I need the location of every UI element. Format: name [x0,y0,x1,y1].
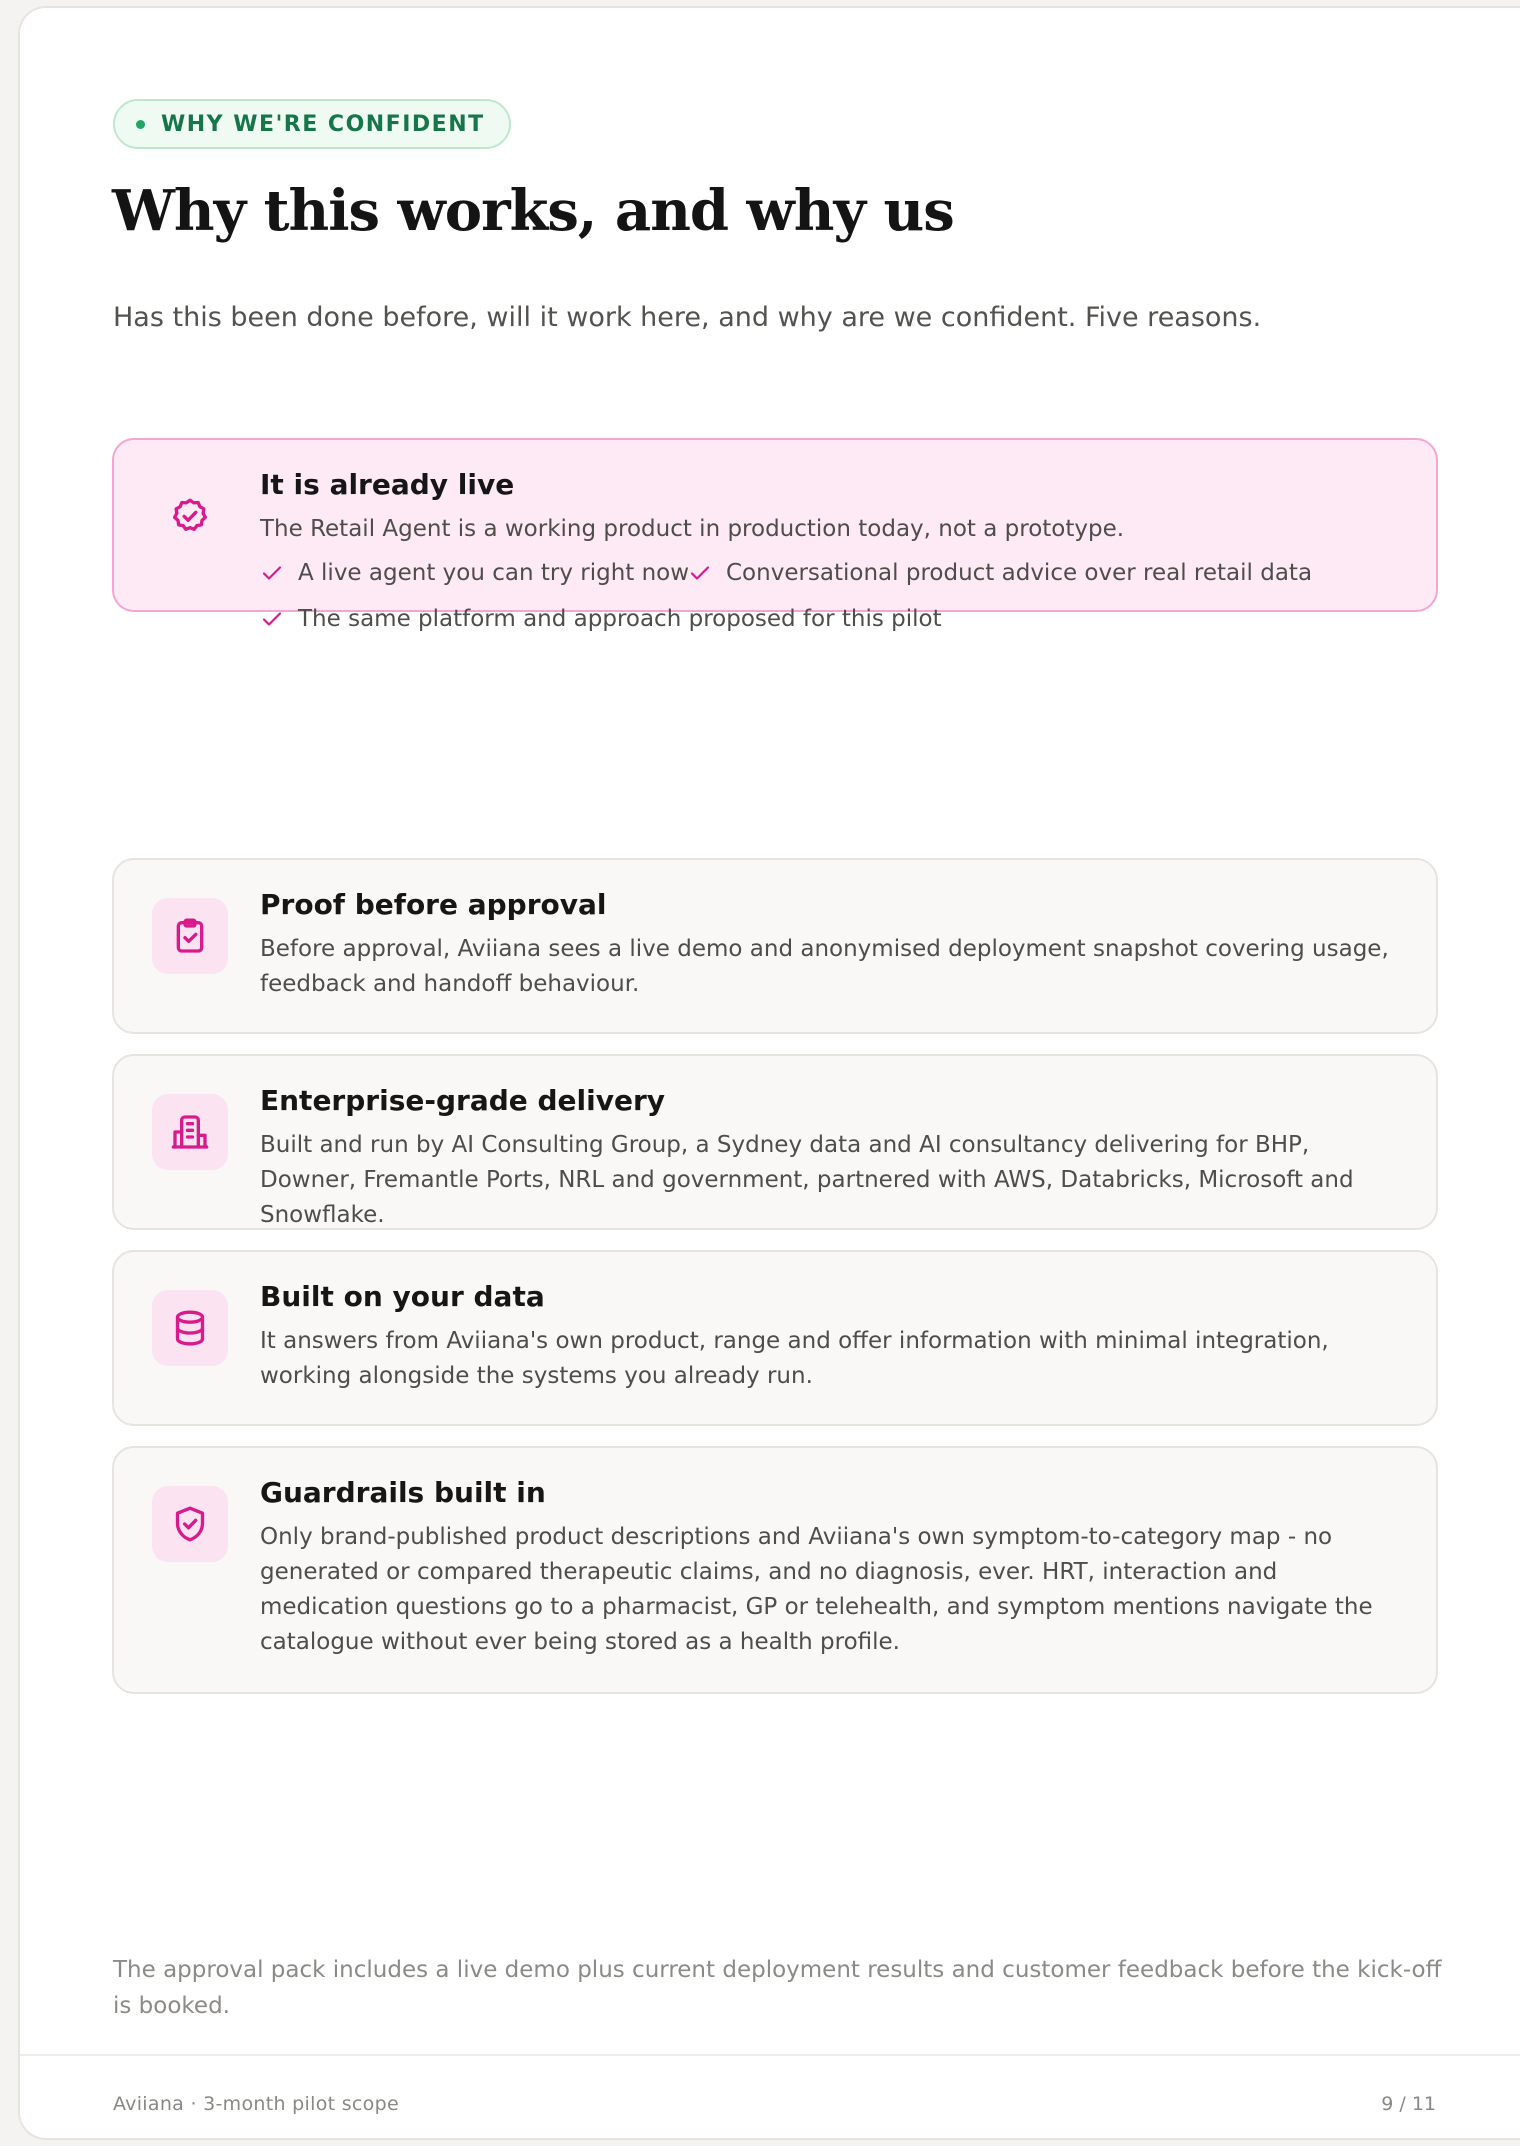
footer-label: Aviiana · 3-month pilot scope [113,2093,399,2115]
checkmark-icon [260,607,284,631]
card-title: It is already live [260,468,515,501]
badge-check-icon [152,478,228,554]
card-title: Enterprise-grade delivery [260,1084,666,1117]
reason-card-proof-before-approval [112,858,1438,1034]
card-title: Proof before approval [260,888,607,921]
database-icon [152,1290,228,1366]
reason-card-built-on-data [112,1250,1438,1426]
card-body: It answers from Aviiana's own product, range and offer information with minimal integration, working alongside the systems you already run. [260,1328,1329,1389]
card-title: Guardrails built in [260,1476,546,1509]
page-number: 9 / 11 [1381,2093,1436,2115]
card-body: Before approval, Aviiana sees a live demo and anonymised deployment snapshot covering usage, feedback and handoff behaviour. [260,936,1389,997]
card-body: The Retail Agent is a working product in production today, not a prototype. [260,516,1125,542]
shield-check-icon [152,1486,228,1562]
checkmark-icon [688,561,712,585]
check-item: The same platform and approach proposed for this pilot [260,606,942,632]
card-body: Built and run by AI Consulting Group, a Sydney data and AI consultancy delivering for BHP, Downer, Fremantle Ports, NRL and government, partnered with AWS, Databricks, Microsoft and Snowflake. [260,1132,1354,1228]
footer-divider [20,2054,1520,2056]
status-dot [136,120,145,129]
eyebrow-label: WHY WE'RE CONFIDENT [161,111,485,137]
section-eyebrow-badge [113,99,511,149]
approval-note: The approval pack includes a live demo plus current deployment results and customer feedback before the kick-off is booked. [113,1957,1442,2019]
clipboard-check-icon [152,898,228,974]
page-title: Why this works, and why us [112,178,954,244]
reason-card-guardrails [112,1446,1438,1694]
building-icon [152,1094,228,1170]
check-item: Conversational product advice over real retail data [688,560,1312,586]
slide-page [18,6,1520,2140]
checkmark-icon [260,561,284,585]
check-item: A live agent you can try right now [260,560,689,586]
card-body: Only brand-published product descriptions and Aviiana's own symptom-to-category map - no generated or compared therapeutic claims, and no diagnosis, ever. HRT, interaction and medication questions go to a pharmacist, GP or telehealth, and symptom mentions navigate the catalogue without ever being stored as a health profile. [260,1524,1373,1655]
reason-card-enterprise-delivery [112,1054,1438,1230]
page-subtitle: Has this been done before, will it work here, and why are we confident. Five reasons. [113,302,1262,333]
reason-card-already-live [112,438,1438,632]
card-title: Built on your data [260,1280,545,1313]
